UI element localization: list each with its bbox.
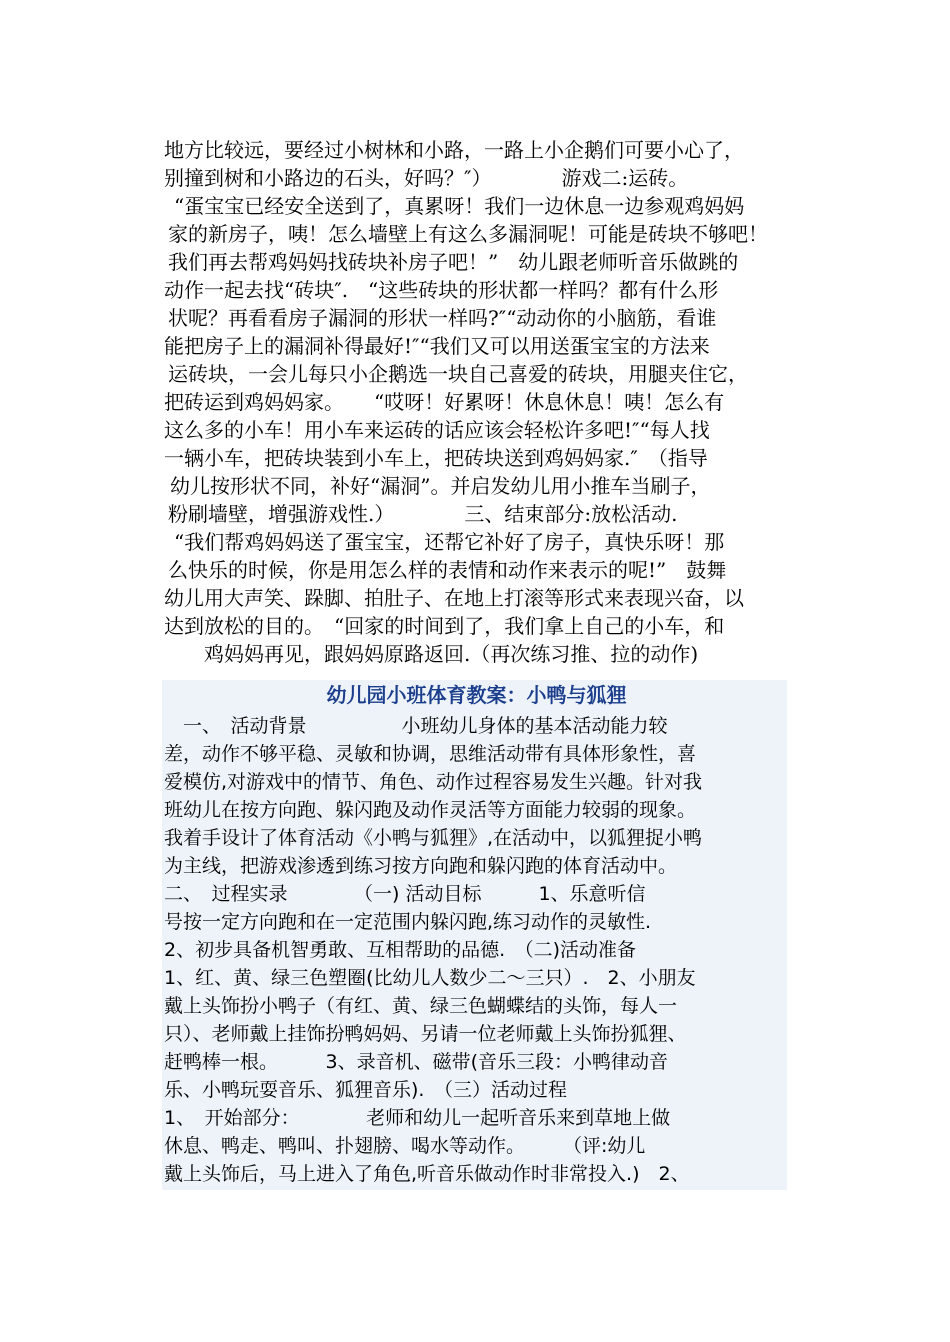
text-line: “蛋宝宝已经安全送到了，真累呀！我们一边休息一边参观鸡妈妈 <box>174 194 745 218</box>
text-line: 幼儿按形状不同，补好“漏洞”。并启发幼儿用小推车当刷子， <box>170 474 711 498</box>
text-line: 粉刷墙壁，增强游戏性.） 三、结束部分:放松活动. <box>168 502 678 526</box>
text-line: 动作一起去找“砖块″. “这些砖块的形状都一样吗？都有什么形 <box>164 278 719 302</box>
text-line: 一、 活动背景 小班幼儿身体的基本活动能力较 <box>164 715 668 737</box>
text-line: 一辆小车，把砖块装到小车上，把砖块送到鸡妈妈家.″ （指导 <box>164 446 708 470</box>
text-line: 戴上头饰扮小鸭子（有红、黄、绿三色蝴蝶结的头饰，每人一 <box>164 995 678 1017</box>
text-line: 么快乐的时候，你是用怎么样的表情和动作来表示的呢!” 鼓舞 <box>168 558 727 582</box>
text-line: 休息、鸭走、鸭叫、扑翅膀、喝水等动作。 （评:幼儿 <box>164 1135 646 1157</box>
text-line: 状呢？再看看房子漏洞的形状一样吗?″“动动你的小脑筋，看谁 <box>168 306 717 330</box>
text-line: “我们帮鸡妈妈送了蛋宝宝，还帮它补好了房子，真快乐呀！那 <box>174 530 725 554</box>
text-line: 为主线，把游戏渗透到练习按方向跑和躲闪跑的体育活动中。 <box>164 855 678 877</box>
text-line: 别撞到树和小路边的石头，好吗？″） 游戏二:运砖。 <box>164 166 689 190</box>
text-line: 地方比较远，要经过小树林和小路，一路上小企鹅们可要小心了， <box>164 138 744 162</box>
text-line: 能把房子上的漏洞补得最好!″“我们又可以用送蛋宝宝的方法来 <box>164 334 710 358</box>
text-line: 二、 过程实录 （一) 活动目标 1、乐意听信 <box>164 883 646 905</box>
text-line: 班幼儿在按方向跑、躲闪跑及动作灵活等方面能力较弱的现象。 <box>164 799 697 821</box>
text-line: 差，动作不够平稳、灵敏和协调，思维活动带有具体形象性，喜 <box>164 743 697 765</box>
section-title: 幼儿园小班体育教案：小鸭与狐狸 <box>326 683 627 707</box>
text-line: 家的新房子，咦！怎么墙壁上有这么多漏洞呢！可能是砖块不够吧！ <box>168 222 768 246</box>
text-line: 号按一定方向跑和在一定范围内躲闪跑,练习动作的灵敏性. <box>164 911 652 933</box>
text-line: 戴上头饰后，马上进入了角色,听音乐做动作时非常投入.) 2、 <box>164 1163 690 1185</box>
text-line: 1、 开始部分： 老师和幼儿一起听音乐来到草地上做 <box>164 1107 671 1129</box>
text-line: 2、初步具备机智勇敢、互相帮助的品德. （二)活动准备 <box>164 939 637 961</box>
text-line: 这么多的小车！用小车来运砖的话应该会轻松许多吧!″“每人找 <box>164 418 710 442</box>
text-line: 只）、老师戴上挂饰扮鸭妈妈、另请一位老师戴上头饰扮狐狸、 <box>164 1023 687 1045</box>
text-line: 我着手设计了体育活动《小鸭与狐狸》,在活动中，以狐狸捉小鸭 <box>164 827 703 849</box>
text-line: 幼儿用大声笑、跺脚、拍肚子、在地上打滚等形式来表现兴奋，以 <box>164 586 744 610</box>
text-line: 1、红、黄、绿三色塑圈(比幼儿人数少二～三只）. 2、小朋友 <box>164 967 696 989</box>
text-line: 达到放松的目的。 “回家的时间到了，我们拿上自己的小车，和 <box>164 614 725 638</box>
text-line: 把砖运到鸡妈妈家。 “哎呀！好累呀！休息休息！咦！怎么有 <box>164 390 725 414</box>
text-line: 赶鸭棒一根。 3、录音机、磁带(音乐三段：小鸭律动音 <box>164 1051 669 1073</box>
text-line: 运砖块，一会儿每只小企鹅选一块自己喜爱的砖块，用腿夹住它， <box>168 362 748 386</box>
text-line: 我们再去帮鸡妈妈找砖块补房子吧！” 幼儿跟老师听音乐做跳的 <box>168 250 739 274</box>
text-line: 爱模仿,对游戏中的情节、角色、动作过程容易发生兴趣。针对我 <box>164 771 703 793</box>
text-line: 乐、小鸭玩耍音乐、狐狸音乐). （三）活动过程 <box>164 1079 567 1101</box>
text-line: 鸡妈妈再见，跟妈妈原路返回.（再次练习推、拉的动作) <box>204 642 699 666</box>
